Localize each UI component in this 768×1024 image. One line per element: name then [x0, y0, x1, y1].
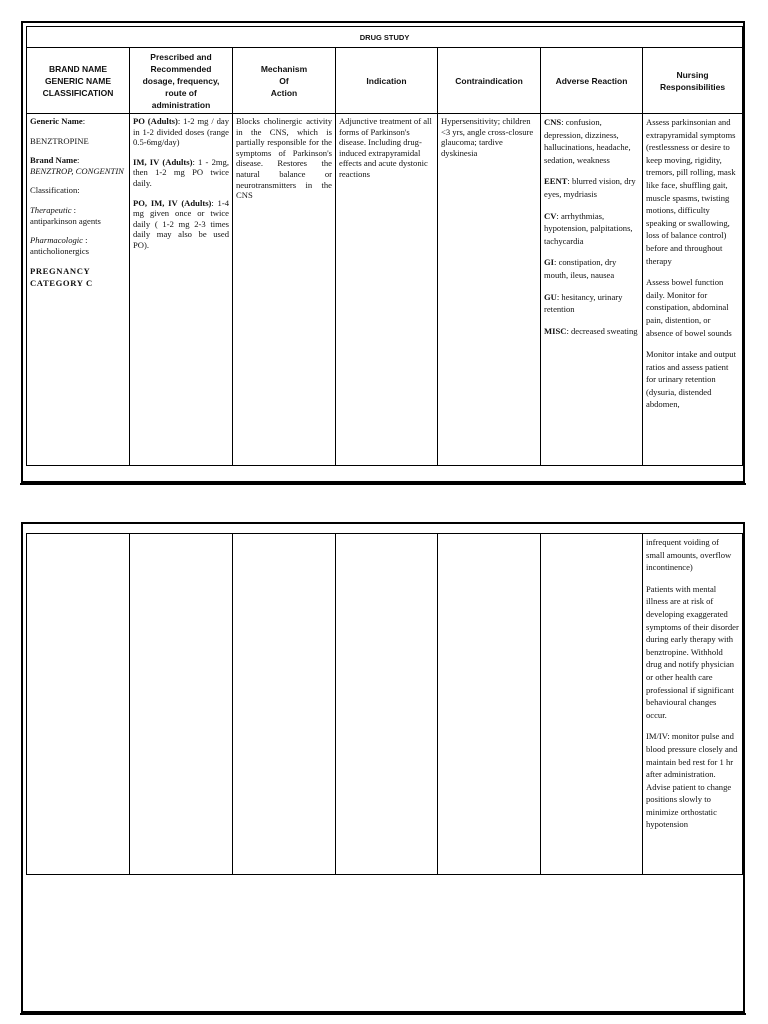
- cell-dosage: [130, 114, 233, 466]
- document-page-1: [21, 21, 745, 483]
- dosage-im-iv: IM, IV (Adults): 1 - 2mg, then 1-2 mg PO twice daily.: [133, 156, 229, 188]
- document-page-2: [21, 522, 745, 1013]
- adverse-cv: CV: arrhythmias, hypotension, palpitations, tachycardia: [544, 210, 633, 246]
- cell-indication: Adjunctive treatment of all forms of Parkinson's disease. Including drug-induced extrapyramidal effects and acute dystonic reactions: [336, 114, 438, 466]
- table-title: DRUG STUDY: [27, 27, 743, 48]
- header-classification: BRAND NAME GENERIC NAME CLASSIFICATION: [27, 48, 130, 114]
- adverse-cns: CNS: confusion, depression, dizziness, hallucinations, headache, sedation, weakness: [544, 117, 631, 165]
- header-dosage: Prescribed and Recommended dosage, frequency, route of administration: [130, 48, 233, 114]
- drug-study-table: [26, 26, 743, 466]
- empty-cell: [130, 534, 233, 875]
- therapeutic-value: antiparkinson agents: [30, 215, 101, 226]
- nursing-item: Monitor intake and output ratios and assess patient for urinary retention (dysuria, distended abdomen,: [646, 349, 736, 410]
- header-indication: Indication: [336, 48, 438, 114]
- dosage-po-im-iv: PO, IM, IV (Adults): 1-4 mg given once or twice daily ( 1-2 mg 2-3 times daily may also be used PO).: [133, 197, 229, 250]
- generic-name: Generic Name:: [30, 116, 86, 126]
- header-nursing: Nursing Responsibilities: [643, 48, 743, 114]
- adverse-eent: EENT: blurred vision, dry eyes, mydriasis: [544, 176, 636, 199]
- pregnancy-category: PREGNANCY CATEGORY C: [30, 266, 93, 289]
- brand-name: Brand Name:: [30, 155, 80, 166]
- nursing-item: Assess parkinsonian and extrapyramidal symptoms (restlessness or desire to keep moving, rigidity, tremors, pill rolling, mask like face, shuffling gait, muscle spasms, twisting motions, difficulty speaking or swallowing, loss of balance control) before and throughout therapy: [646, 117, 736, 266]
- empty-cell: [541, 534, 643, 875]
- pharmacologic-value: anticholionergics: [30, 245, 90, 256]
- nursing-item: Assess bowel function daily. Monitor for constipation, abdominal pain, distention, or absence of bowel sounds: [646, 277, 732, 338]
- cell-nursing-continued: [643, 534, 743, 875]
- cell-classification: [27, 114, 130, 466]
- nursing-item: infrequent voiding of small amounts, overflow incontinence): [646, 537, 732, 573]
- classification-label: Classification:: [30, 185, 80, 196]
- pharmacologic-label: Pharmacologic :: [30, 235, 88, 246]
- empty-cell: [27, 534, 130, 875]
- nursing-item: IM/IV: monitor pulse and blood pressure closely and maintain bed rest for 1 hr after administration. Advise patient to change positions slowly to minimize orthostatic hypotension: [646, 731, 738, 830]
- adverse-gi: GI: constipation, dry mouth, ileus, nausea: [544, 257, 617, 280]
- adverse-gu: GU: hesitancy, urinary retention: [544, 291, 623, 315]
- nursing-item: Patients with mental illness are at risk of developing exaggerated symptoms of their disorder during early therapy with benztropine. Withhold drug and notify physician or other health care professional if significant behavioural changes occur.: [646, 583, 739, 720]
- drug-study-table-continued: [26, 533, 743, 875]
- header-contraindication: Contraindication: [438, 48, 541, 114]
- cell-mechanism: Blocks cholinergic activity in the CNS, which is partially responsible for the symptoms of Parkinson's disease. Restores the natural balance or neurotransmitters in the CNS: [233, 114, 336, 466]
- empty-cell: [336, 534, 438, 875]
- header-adverse-reaction: Adverse Reaction: [541, 48, 643, 114]
- empty-cell: [233, 534, 336, 875]
- adverse-misc: MISC: decreased sweating: [544, 325, 638, 336]
- header-mechanism: Mechanism Of Action: [233, 48, 336, 114]
- dosage-po: PO (Adults): 1-2 mg / day in 1-2 divided doses (range 0.5-6mg/day): [133, 116, 229, 148]
- therapeutic-label: Therapeutic :: [30, 204, 77, 215]
- cell-contraindication: Hypersensitivity; children <3 yrs, angle cross-closure glaucoma; tardive dyskinesia: [438, 114, 541, 466]
- empty-cell: [438, 534, 541, 875]
- generic-value: BENZTROPINE: [30, 135, 89, 146]
- cell-nursing: [643, 114, 743, 466]
- cell-adverse-reaction: [541, 114, 643, 466]
- brand-value: BENZTROP, CONGENTIN: [30, 165, 124, 176]
